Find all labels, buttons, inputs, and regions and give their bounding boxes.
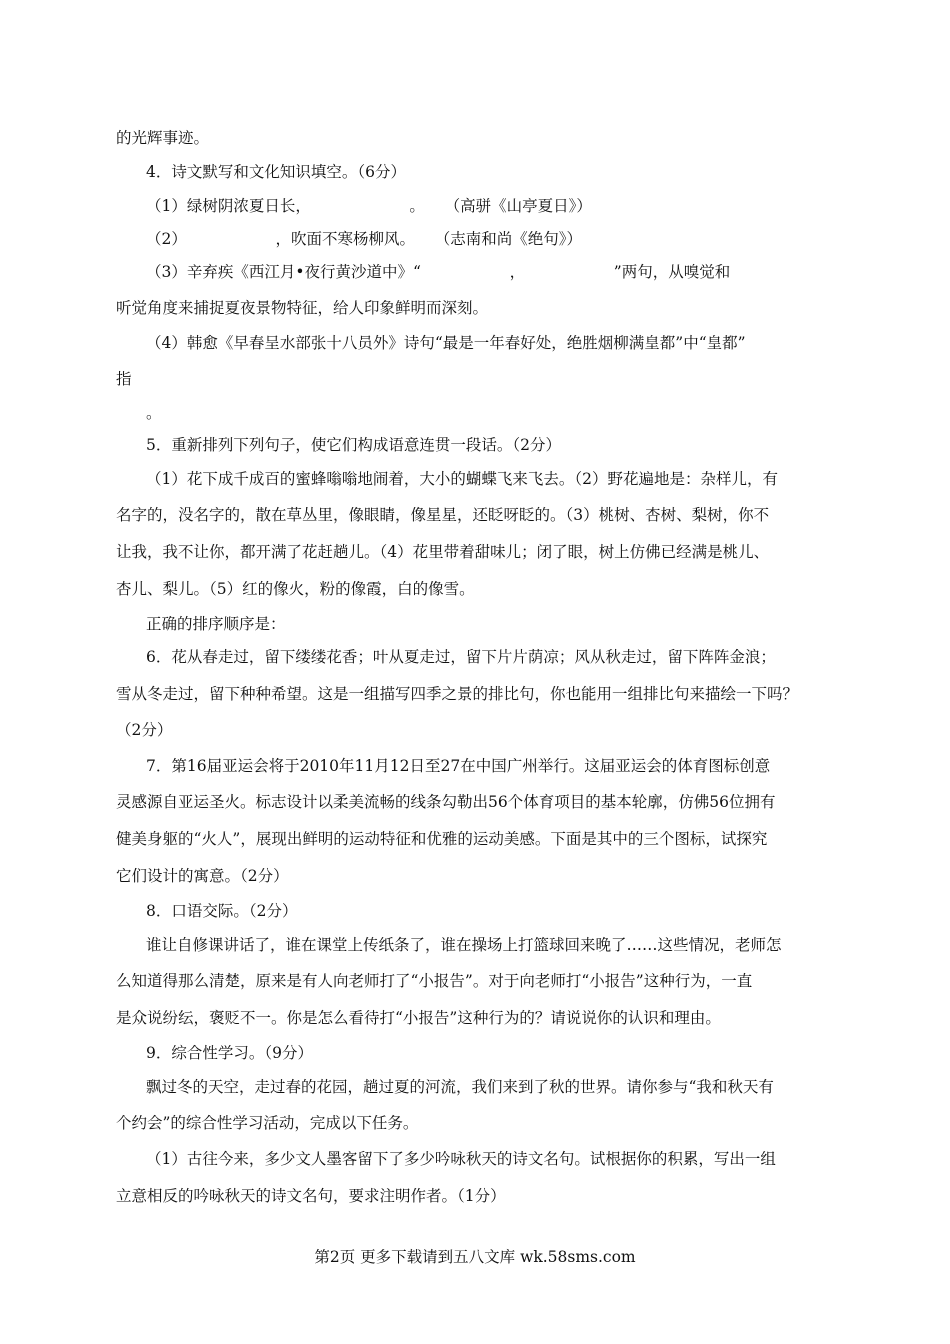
- question-9-item-1: （1）古往今来，多少文人墨客留下了多少吟咏秋天的诗文名句。试根据你的积累，写出一组: [146, 1150, 776, 1168]
- question-4-item-3: （3）辛弃疾《西江月•夜行黄沙道中》“ ， ”两句，从嗅觉和: [146, 263, 731, 281]
- text-line: 是众说纷纭，褒贬不一。你是怎么看待打“小报告”这种行为的？请说说你的认识和理由。: [116, 1009, 721, 1027]
- text-line: 个约会”的综合性学习活动，完成以下任务。: [116, 1114, 419, 1132]
- question-5-body: （1）花下成千成百的蜜蜂嗡嗡地闹着，大小的蝴蝶飞来飞去。（2）野花遍地是：杂样儿，有: [146, 470, 778, 488]
- question-9-heading: 9．综合性学习。（9分）: [146, 1044, 313, 1062]
- text-line: 灵感源自亚运圣火。标志设计以柔美流畅的线条勾勒出56个体育项目的基本轮廓，仿佛56位拥有: [116, 793, 776, 811]
- page-footer: 第2页 更多下载请到五八文库 wk.58sms.com: [314, 1248, 636, 1266]
- answer-prompt: 正确的排序顺序是：: [146, 615, 286, 633]
- question-6-heading: 6．花从春走过，留下缕缕花香；叶从夏走过，留下片片荫凉；风从秋走过，留下阵阵金浪；: [146, 648, 776, 666]
- question-9-body: 飘过冬的天空，走过春的花园，趟过夏的河流，我们来到了秋的世界。请你参与“我和秋天有: [146, 1078, 774, 1096]
- question-4-heading: 4．诗文默写和文化知识填空。（6分）: [146, 163, 406, 181]
- question-7-heading: 7．第16届亚运会将于2010年11月12日至27在中国广州举行。这届亚运会的体育图标创意: [146, 757, 771, 775]
- text-line: 雪从冬走过，留下种种希望。这是一组描写四季之景的排比句，你也能用一组排比句来描绘一下吗？: [116, 685, 799, 703]
- text-line: 指: [116, 370, 132, 388]
- text-line: 健美身躯的“火人”，展现出鲜明的运动特征和优雅的运动美感。下面是其中的三个图标，试探究: [116, 830, 768, 848]
- text-line: 听觉角度来捕捉夏夜景物特征，给人印象鲜明而深刻。: [116, 299, 489, 317]
- question-4-item-1: （1）绿树阴浓夏日长， 。 （高骈《山亭夏日》）: [146, 197, 592, 215]
- question-4-item-4: （4）韩愈《早春呈水部张十八员外》诗句“最是一年春好处，绝胜烟柳满皇都”中“皇都”: [146, 334, 746, 352]
- text-line: 杏儿、梨儿。（5）红的像火，粉的像霞，白的像雪。: [116, 580, 475, 598]
- text-line: 么知道得那么清楚，原来是有人向老师打了“小报告”。对于向老师打“小报告”这种行为，一直: [116, 972, 753, 990]
- text-line: （2分）: [116, 721, 173, 739]
- question-8-heading: 8．口语交际。（2分）: [146, 902, 298, 920]
- question-4-item-2: （2） ，吹面不寒杨柳风。 （志南和尚《绝句》）: [146, 230, 583, 248]
- text-line: 让我，我不让你，都开满了花赶趟儿。（4）花里带着甜味儿；闭了眼，树上仿佛已经满是桃儿、: [116, 543, 770, 561]
- text-line: 立意相反的吟咏秋天的诗文名句，要求注明作者。（1分）: [116, 1187, 506, 1205]
- text-line: 名字的，没名字的，散在草丛里，像眼睛，像星星，还眨呀眨的。（3）桃树、杏树、梨树，你不: [116, 506, 770, 524]
- text-line: 。: [146, 404, 162, 422]
- question-5-heading: 5．重新排列下列句子，使它们构成语意连贯一段话。（2分）: [146, 436, 561, 454]
- text-line: 它们设计的寓意。（2分）: [116, 867, 289, 885]
- text-line: 的光辉事迹。: [116, 129, 210, 147]
- question-8-body: 谁让自修课讲话了，谁在课堂上传纸条了，谁在操场上打篮球回来晚了……这些情况，老师怎: [146, 936, 782, 954]
